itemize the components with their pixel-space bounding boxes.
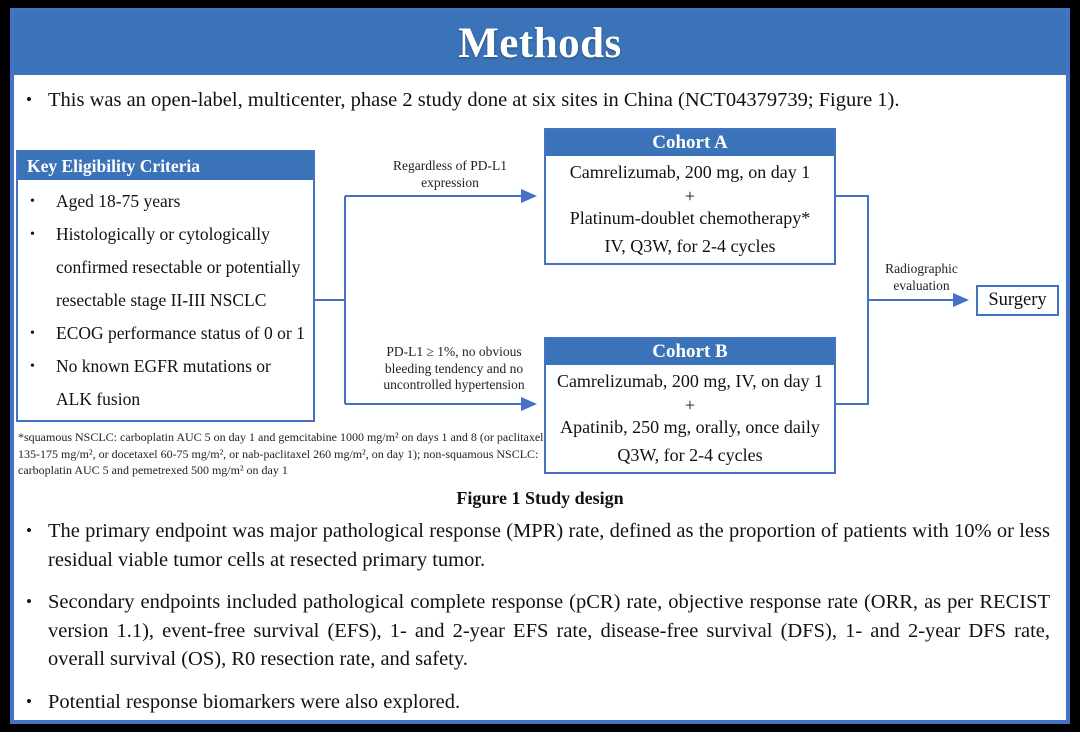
bullet-secondary-endpoints: [26, 588, 1050, 674]
chemotherapy-footnote: *squamous NSCLC: carboplatin AUC 5 on day 1 and gemcitabine 1000 mg/m² on days 1 and 8 (or paclitaxel 135-175 mg/m², or docetaxel 60-75 mg/m², or nab-paclitaxel 260 mg/m², on day 1); non-squamous NSCLC: carboplatin AUC 5 and pemetrexed 500 mg/m² on day 1: [18, 430, 544, 477]
eligibility-item-text: Aged 18-75 years: [56, 191, 181, 211]
bullet-text: Secondary endpoints included pathological complete response (pCR) rate, objective response rate (ORR, as per RECIST version 1.1), event-free survival (EFS), 1- and 2-year EFS rate, disease-free survival (DFS), 1- and 2-year DFS rate, overall survival (OS), R0 resection rate, and safety.: [48, 591, 1050, 670]
cohort-a-title: Cohort A: [652, 132, 728, 153]
eligibility-title: Key Eligibility Criteria: [27, 155, 201, 176]
eligibility-item: [30, 317, 307, 350]
bullet-biomarkers: [26, 688, 1050, 717]
branch-label-bottom: PD-L1 ≥ 1%, no obvious bleeding tendency and no uncontrolled hypertension: [383, 344, 525, 392]
bullet-marker: •: [26, 691, 32, 711]
bullet-marker: •: [26, 521, 32, 540]
surgery-box: [976, 285, 1059, 316]
eligibility-item: [30, 350, 307, 416]
cohort-a-box: [544, 128, 836, 265]
cohort-b-line3: Q3W, for 2-4 cycles: [617, 444, 763, 465]
eligibility-item-text: No known EGFR mutations or ALK fusion: [56, 356, 271, 409]
bullet-marker: •: [30, 326, 35, 341]
eligibility-item: [30, 218, 307, 317]
eligibility-item-text: Histologically or cytologically confirmed resectable or potentially resectable stage II-III NSCLC: [56, 224, 301, 310]
eligibility-item: [30, 185, 307, 218]
intro-bullet: [26, 86, 1054, 114]
cohort-a-header: [546, 130, 834, 156]
slide-title-bar: [14, 12, 1066, 75]
cohort-b-title: Cohort B: [652, 341, 728, 362]
bullet-marker: •: [26, 90, 32, 109]
cohort-a-line3: IV, Q3W, for 2-4 cycles: [604, 235, 776, 256]
bullet-primary-endpoint: [26, 517, 1050, 574]
cohort-a-line1: Camrelizumab, 200 mg, on day 1: [569, 162, 811, 183]
cohort-b-line2: Apatinib, 250 mg, orally, once daily: [560, 417, 820, 438]
cohort-b-line1: Camrelizumab, 200 mg, IV, on day 1: [556, 371, 824, 392]
figure-caption: Figure 1 Study design: [456, 488, 624, 508]
cohort-b-body: [546, 365, 834, 472]
bullet-marker: •: [30, 359, 35, 374]
bullet-marker: •: [30, 194, 35, 209]
cohort-b-box: [544, 337, 836, 474]
surgery-label: Surgery: [988, 290, 1047, 310]
eligibility-item-text: ECOG performance status of 0 or 1: [56, 323, 305, 343]
eligibility-box-header: [18, 152, 313, 180]
bullet-text: Potential response biomarkers were also explored.: [48, 690, 461, 713]
bullet-marker: •: [26, 592, 32, 611]
cohort-a-body: [546, 156, 834, 263]
eligibility-list: [18, 180, 313, 416]
bullet-text: The primary endpoint was major pathological response (MPR) rate, defined as the proportion of patients with 10% or less residual viable tumor cells at resected primary tumor.: [48, 520, 1050, 571]
cohort-b-header: [546, 339, 834, 365]
slide: [10, 8, 1070, 724]
plus-sign: +: [684, 394, 696, 415]
branch-label-top: Regardless of PD-L1 expression: [393, 158, 507, 190]
intro-bullet-text: This was an open-label, multicenter, phase 2 study done at six sites in China (NCT04379739; Figure 1).: [48, 89, 900, 111]
slide-title: Methods: [458, 20, 622, 67]
plus-sign: +: [684, 185, 696, 206]
cohort-a-line2: Platinum-doublet chemotherapy*: [569, 208, 811, 229]
bullet-marker: •: [30, 227, 35, 242]
eligibility-box: [16, 150, 315, 422]
radiographic-evaluation-label: Radiographic evaluation: [885, 261, 958, 293]
endpoint-bullets: [26, 517, 1050, 730]
